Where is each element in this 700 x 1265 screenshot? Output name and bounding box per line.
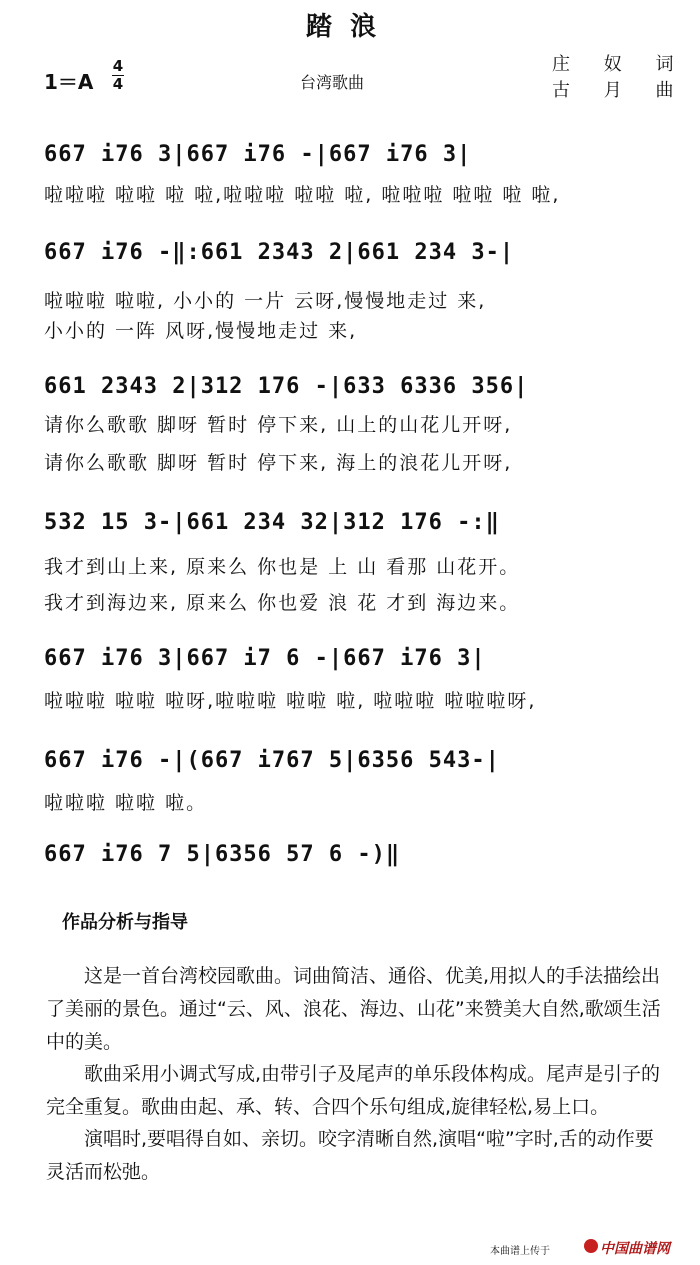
score-system-2-notes: 667 i76 -‖:661 2343 2|661 234 3-| <box>44 240 515 265</box>
analysis-paragraph-3: 演唱时,要唱得自如、亲切。咬字清晰自然,演唱“啦”字时,舌的动作要灵活而松弛。 <box>46 1128 654 1183</box>
score-system-4-notes: 532 15 3-|661 234 32|312 176 -:‖ <box>44 510 500 535</box>
score-system-6-lyrics-1: 啦啦啦 啦啦 啦。 <box>44 792 208 814</box>
score-system-3-lyrics-1: 请你么歌歌 脚呀 暂时 停下来, 山上的山花儿开呀, <box>44 414 513 436</box>
site-logo-icon <box>584 1239 598 1253</box>
score-system-7-notes: 667 i76 7 5|6356 57 6 -)‖ <box>44 842 401 867</box>
time-signature <box>112 58 124 93</box>
score-system-5-lyrics-1: 啦啦啦 啦啦 啦呀,啦啦啦 啦啦 啦, 啦啦啦 啦啦啦呀, <box>44 690 537 712</box>
lyricist-credit: 庄 奴 词 <box>552 54 688 75</box>
score-system-3-notes: 661 2343 2|312 176 -|633 6336 356| <box>44 374 529 399</box>
score-system-2-lyrics-1: 啦啦啦 啦啦, 小小的 一片 云呀,慢慢地走过 来, <box>44 290 487 312</box>
song-title: 踏浪 <box>305 12 394 42</box>
score-system-2-lyrics-2: 小小的 一阵 风呀,慢慢地走过 来, <box>44 320 358 342</box>
score-system-6-notes: 667 i76 -|(667 i767 5|6356 543-| <box>44 748 500 773</box>
upload-note: 本曲谱上传于 <box>490 1246 550 1257</box>
time-signature-top: 4 <box>112 57 124 75</box>
composer-credit: 古 月 曲 <box>552 80 688 101</box>
score-system-5-notes: 667 i76 3|667 i7 6 -|667 i76 3| <box>44 646 486 671</box>
analysis-paragraph-2: 歌曲采用小调式写成,由带引子及尾声的单乐段体构成。尾声是引子的完全重复。歌曲由起、承、转、合四个乐句组成,旋律轻松,易上口。 <box>46 1063 661 1118</box>
analysis-paragraph-1: 这是一首台湾校园歌曲。词曲简洁、通俗、优美,用拟人的手法描绘出了美丽的景色。通过“云、风、浪花、海边、山花”来赞美大自然,歌颂生活中的美。 <box>46 965 661 1053</box>
score-system-1-lyrics-1: 啦啦啦 啦啦 啦 啦,啦啦啦 啦啦 啦, 啦啦啦 啦啦 啦 啦, <box>44 184 561 206</box>
song-genre: 台湾歌曲 <box>300 73 365 92</box>
key-signature: 1＝A <box>44 70 94 94</box>
score-system-3-lyrics-2: 请你么歌歌 脚呀 暂时 停下来, 海上的浪花儿开呀, <box>44 452 513 474</box>
site-name: 中国曲谱网 <box>600 1241 670 1257</box>
time-signature-bottom: 4 <box>112 75 124 93</box>
analysis-heading: 作品分析与指导 <box>62 912 188 933</box>
score-system-1-notes: 667 i76 3|667 i76 -|667 i76 3| <box>44 142 472 167</box>
score-system-4-lyrics-2: 我才到海边来, 原来么 你也爱 浪 花 才到 海边来。 <box>44 592 521 614</box>
score-system-4-lyrics-1: 我才到山上来, 原来么 你也是 上 山 看那 山花开。 <box>44 556 521 578</box>
